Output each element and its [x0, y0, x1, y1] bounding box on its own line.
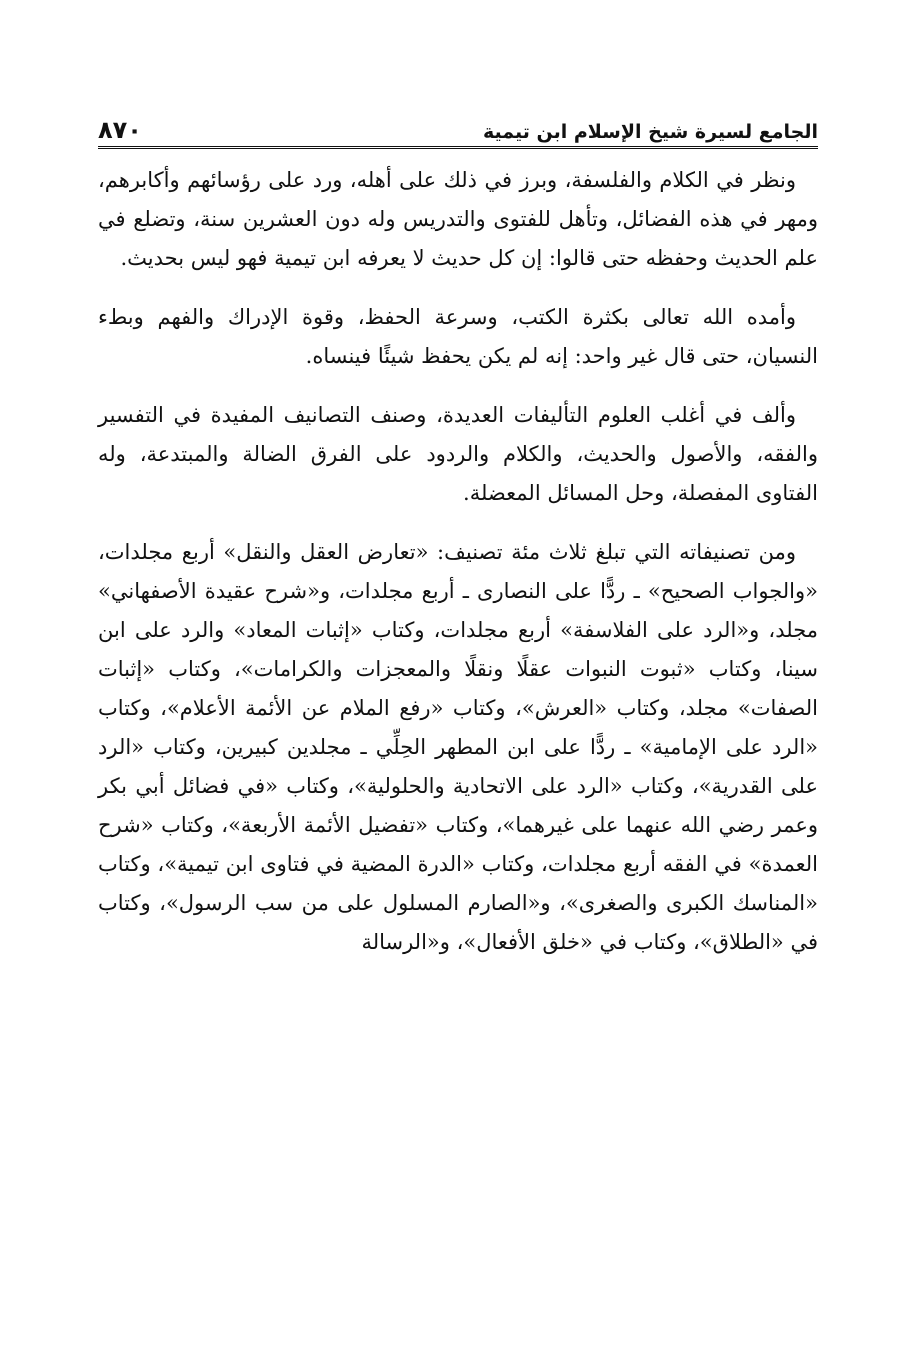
book-title: الجامع لسيرة شيخ الإسلام ابن تيمية	[482, 121, 818, 143]
running-header	[98, 108, 818, 149]
body-text	[98, 161, 818, 962]
document-page	[98, 108, 818, 982]
page-number: ٨٧٠	[98, 116, 142, 144]
paragraph: ونظر في الكلام والفلسفة، وبرز في ذلك على أهله، ورد على رؤسائهم وأكابرهم، ومهر في هذه الفضائل، وتأهل للفتوى والتدريس وله دون العشرين سنة، وتضلع في علم الحديث وحفظه حتى قالوا: إن كل حديث لا يعرفه ابن تيمية فهو ليس بحديث.	[98, 168, 818, 270]
paragraph: ومن تصنيفاته التي تبلغ ثلاث مئة تصنيف: «تعارض العقل والنقل» أربع مجلدات، «والجواب الصحيح» ـ ردًّا على النصارى ـ أربع مجلدات، و«شرح عقيدة الأصفهاني» مجلد، و«الرد على الفلاسفة» أربع مجلدات، وكتاب «إثبات المعاد» والرد على ابن سينا، وكتاب «ثبوت النبوات عقلًا ونقلًا والمعجزات والكرامات»، وكتاب «إثبات الصفات» مجلد، وكتاب «العرش»، وكتاب «رفع الملام عن الأئمة الأعلام»، وكتاب «الرد على الإمامية» ـ ردًّا على ابن المطهر الحِلِّي ـ مجلدين كبيرين، وكتاب «الرد على القدرية»، وكتاب «الرد على الاتحادية والحلولية»، وكتاب «في فضائل أبي بكر وعمر رضي الله عنهما على غيرهما»، وكتاب «تفضيل الأئمة الأربعة»، وكتاب «شرح العمدة» في الفقه أربع مجلدات، وكتاب «الدرة المضية في فتاوى ابن تيمية»، وكتاب «المناسك الكبرى والصغرى»، و«الصارم المسلول على من سب الرسول»، وكتاب في «الطلاق»، وكتاب في «خلق الأفعال»، و«الرسالة	[98, 540, 818, 954]
paragraph: وأمده الله تعالى بكثرة الكتب، وسرعة الحفظ، وقوة الإدراك والفهم وبطء النسيان، حتى قال غير واحد: إنه لم يكن يحفظ شيئًا فينساه.	[98, 305, 818, 368]
paragraph: وألف في أغلب العلوم التأليفات العديدة، وصنف التصانيف المفيدة في التفسير والفقه، والأصول والحديث، والكلام والردود على الفرق الضالة والمبتدعة، وله الفتاوى المفصلة، وحل المسائل المعضلة.	[98, 403, 818, 505]
